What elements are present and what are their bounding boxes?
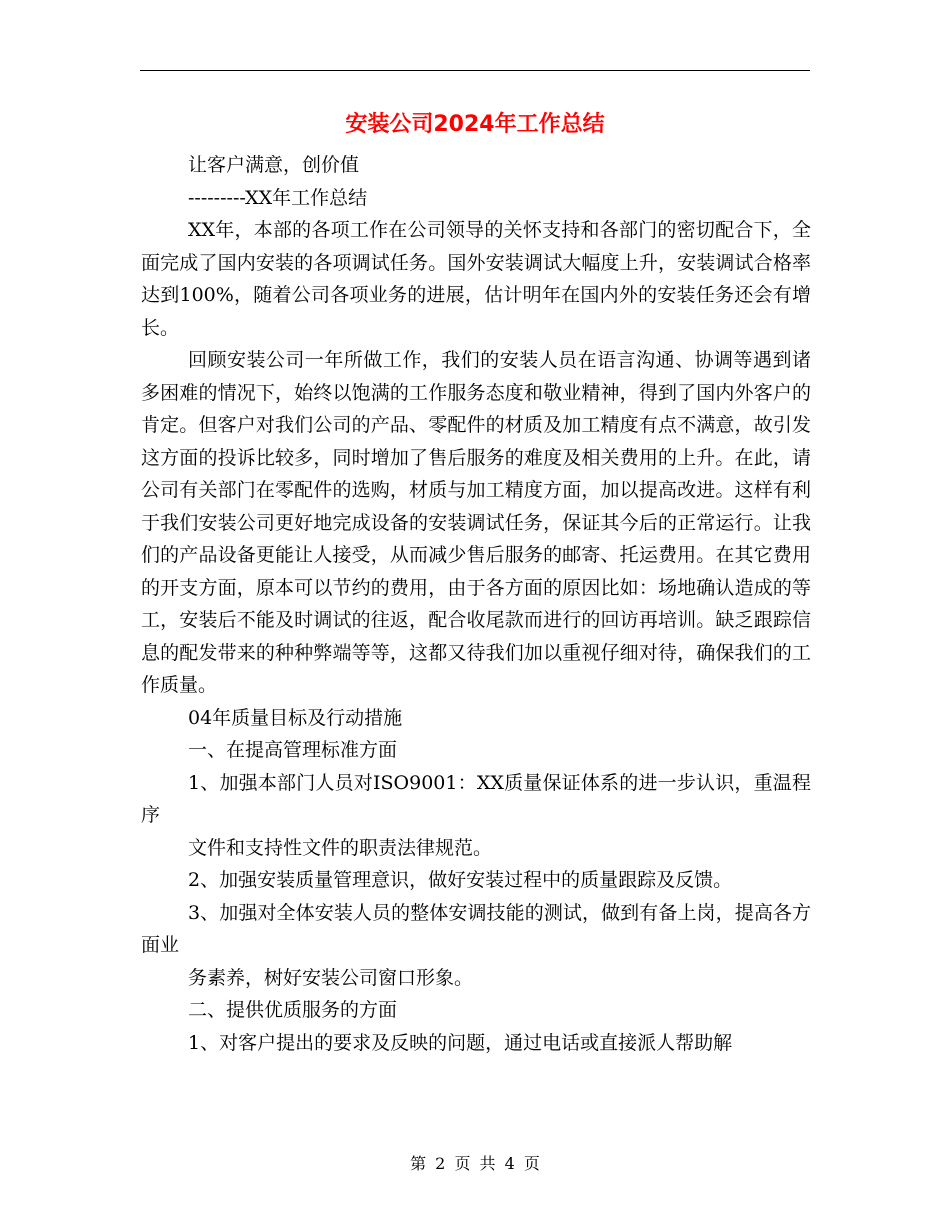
list-item-1: 1、加强本部门人员对ISO9001：XX质量保证体系的进一步认识，重温程序: [141, 771, 811, 826]
list-item-2: 2、加强安装质量管理意识，做好安装过程中的质量跟踪及反馈。: [188, 869, 733, 891]
paragraph-slogan: 让客户满意，创价值: [188, 154, 360, 176]
paragraph-review: 回顾安装公司一年所做工作，我们的安装人员在语言沟通、协调等遇到诸多困难的情况下，始终以饱满的工作服务态度和敬业精神，得到了国内外客户的肯定。但客户对我们公司的产品、零配件的材质及加工精度有点不满意，故引发这方面的投诉比较多，同时增加了售后服务的难度及相关费用的上升。在此，请公司有关部门在零配件的选购，材质与加工精度方面，加以提高改进。这样有利于我们安装公司更好地完成设备的安装调试任务，保证其今后的正常运行。让我们的产品设备更能让人接受，从而减少售后服务的邮寄、托运费用。在其它费用的开支方面，原本可以节约的费用，由于各方面的原因比如：场地确认造成的等工，安装后不能及时调试的往返，配合收尾款而进行的回访再培训。缺乏跟踪信息的配发带来的种种弊端等等，这都又待我们加以重视仔细对待，确保我们的工作质量。: [141, 349, 811, 696]
section-heading-management: 一、在提高管理标准方面: [188, 739, 398, 761]
document-title: 安装公司2024年工作总结: [345, 112, 605, 137]
section-heading-service: 二、提供优质服务的方面: [188, 999, 398, 1021]
list-item-1-continued: 文件和支持性文件的职责法律规范。: [188, 836, 493, 859]
list-item-service-1: 1、对客户提出的要求及反映的问题，通过电话或直接派人帮助解: [188, 1031, 733, 1054]
list-item-3-continued: 务素养，树好安装公司窗口形象。: [188, 966, 474, 989]
document-body: [141, 149, 811, 1059]
list-item-3: 3、加强对全体安装人员的整体安调技能的测试，做到有备上岗，提高各方面业: [141, 901, 811, 956]
header-rule: [140, 70, 810, 71]
page-number: 第 2 页 共 4 页: [410, 1154, 540, 1173]
paragraph-subtitle: ---------XX年工作总结: [188, 186, 368, 209]
paragraph-intro: XX年，本部的各项工作在公司领导的关怀支持和各部门的密切配合下，全面完成了国内安装的各项调试任务。国外安装调试大幅度上升，安装调试合格率达到100%，随着公司各项业务的进展，估计明年在国内外的安装任务还会有增长。: [141, 219, 811, 339]
section-heading-quality-goals: 04年质量目标及行动措施: [188, 706, 403, 729]
